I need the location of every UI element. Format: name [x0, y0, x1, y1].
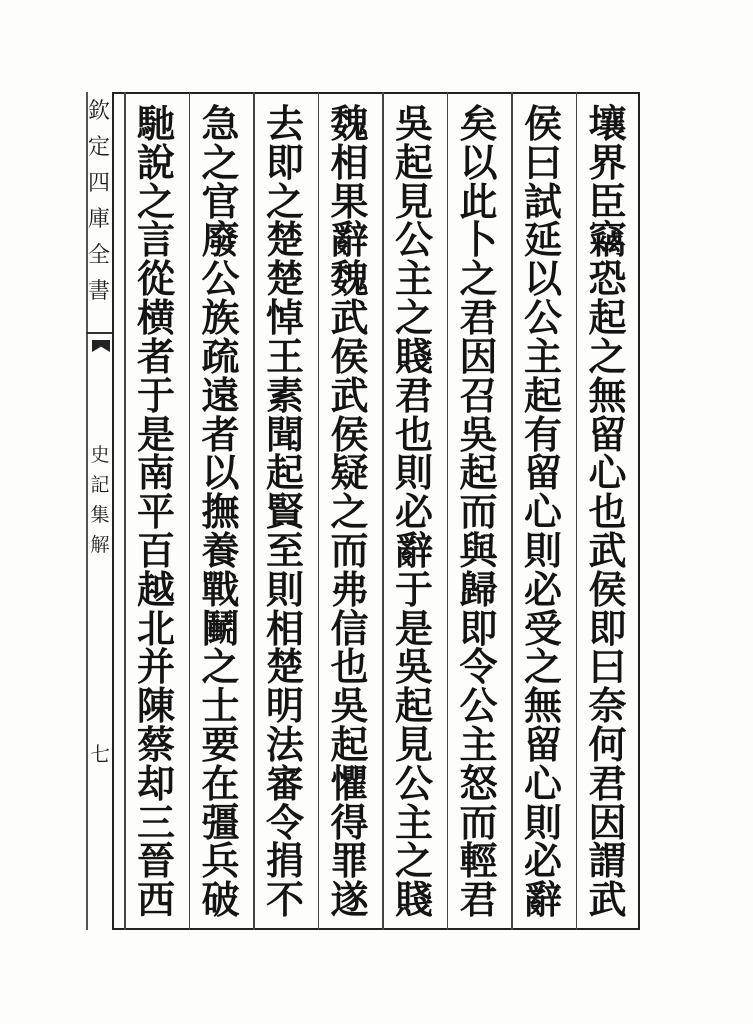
glyph: 君 [394, 373, 433, 418]
glyph: 士 [201, 684, 240, 729]
glyph: 曰 [523, 140, 562, 185]
glyph: 則 [394, 451, 433, 496]
glyph: 不 [265, 878, 304, 923]
glyph: 見 [394, 179, 433, 224]
text-column-8 [128, 102, 184, 923]
glyph: 侯 [588, 567, 627, 612]
margin-title-char: 定 [87, 135, 110, 160]
glyph: 之 [523, 645, 562, 690]
glyph: 却 [136, 761, 175, 806]
column-rule [318, 92, 320, 930]
text-column-3 [451, 102, 507, 923]
glyph: 之 [201, 645, 240, 690]
glyph: 必 [394, 490, 433, 535]
glyph: 武 [588, 878, 627, 923]
glyph: 延 [523, 218, 562, 263]
margin-title-char: 書 [87, 279, 110, 304]
glyph: 受 [523, 606, 562, 651]
glyph: 何 [588, 723, 627, 767]
glyph: 則 [523, 800, 562, 845]
glyph: 之 [588, 334, 627, 379]
glyph: 悼 [265, 296, 304, 341]
glyph: 横 [136, 296, 175, 341]
column-rule [447, 92, 449, 930]
glyph: 是 [394, 606, 433, 651]
margin-book-char: 記 [90, 474, 110, 496]
glyph: 于 [394, 567, 433, 612]
glyph: 要 [201, 723, 240, 767]
glyph: 相 [265, 606, 304, 651]
glyph: 留 [523, 723, 562, 767]
column-rule [124, 92, 126, 930]
glyph: 去 [265, 102, 304, 146]
glyph: 遂 [330, 878, 369, 923]
glyph: 因 [459, 334, 498, 379]
text-column-5 [322, 102, 378, 923]
glyph: 起 [394, 684, 433, 729]
glyph: 矣 [459, 102, 498, 146]
glyph: 西 [136, 878, 175, 923]
glyph: 竊 [588, 218, 627, 263]
glyph: 與 [459, 528, 498, 573]
glyph: 遠 [201, 373, 240, 418]
glyph: 養 [201, 528, 240, 573]
glyph: 是 [136, 412, 175, 457]
glyph: 必 [523, 839, 562, 884]
glyph: 君 [459, 878, 498, 923]
glyph: 無 [588, 373, 627, 418]
glyph: 辭 [394, 528, 433, 573]
glyph: 并 [136, 645, 175, 690]
glyph: 曰 [588, 645, 627, 690]
glyph: 賤 [394, 334, 433, 379]
margin-title-char: 全 [87, 243, 110, 268]
text-column-7 [193, 102, 249, 923]
margin-book-char: 解 [90, 534, 110, 556]
glyph: 留 [588, 412, 627, 457]
glyph: 召 [459, 373, 498, 418]
glyph: 平 [136, 490, 175, 535]
glyph: 卜 [459, 218, 498, 263]
glyph: 以 [459, 140, 498, 185]
glyph: 試 [523, 179, 562, 224]
glyph: 心 [523, 490, 562, 535]
glyph: 起 [394, 140, 433, 185]
glyph: 魏 [330, 102, 369, 146]
text-column-1 [580, 102, 636, 923]
glyph: 則 [523, 528, 562, 573]
glyph: 聞 [265, 412, 304, 457]
glyph: 心 [523, 761, 562, 806]
glyph: 者 [201, 412, 240, 457]
glyph: 壤 [588, 102, 627, 146]
margin-collection-title [86, 100, 112, 316]
glyph: 而 [330, 528, 369, 573]
column-rule [189, 92, 191, 930]
glyph: 以 [201, 451, 240, 496]
glyph: 魏 [330, 257, 369, 302]
glyph: 武 [330, 296, 369, 341]
glyph: 懼 [330, 761, 369, 806]
glyph: 以 [523, 257, 562, 302]
glyph: 公 [394, 218, 433, 263]
glyph: 王 [265, 334, 304, 379]
glyph: 必 [523, 567, 562, 612]
glyph: 公 [201, 257, 240, 302]
glyph: 之 [330, 490, 369, 535]
glyph: 急 [201, 102, 240, 146]
glyph: 吳 [394, 645, 433, 690]
glyph: 百 [136, 528, 175, 573]
glyph: 即 [265, 140, 304, 185]
glyph: 楚 [265, 218, 304, 263]
glyph: 無 [523, 684, 562, 729]
glyph: 信 [330, 606, 369, 651]
glyph: 公 [394, 761, 433, 806]
glyph: 南 [136, 451, 175, 496]
glyph: 楚 [265, 645, 304, 690]
glyph: 疑 [330, 451, 369, 496]
column-rule [253, 92, 255, 930]
glyph: 臣 [588, 179, 627, 224]
glyph: 兵 [201, 839, 240, 884]
margin-book-char: 史 [90, 444, 110, 466]
glyph: 起 [588, 296, 627, 341]
margin-title-char: 欽 [87, 99, 110, 124]
glyph: 見 [394, 723, 433, 767]
glyph: 侯 [330, 412, 369, 457]
glyph: 官 [201, 179, 240, 224]
glyph: 至 [265, 528, 304, 573]
text-column-6 [257, 102, 313, 923]
margin-title-char: 四 [87, 171, 110, 196]
glyph: 而 [459, 490, 498, 535]
glyph: 素 [265, 373, 304, 418]
glyph: 主 [394, 257, 433, 302]
glyph: 明 [265, 684, 304, 729]
glyph: 令 [265, 800, 304, 845]
glyph: 歸 [459, 567, 498, 612]
glyph: 也 [330, 645, 369, 690]
glyph: 之 [265, 179, 304, 224]
glyph: 吳 [394, 102, 433, 146]
glyph: 即 [459, 606, 498, 651]
glyph: 馳 [136, 102, 175, 146]
glyph: 弗 [330, 567, 369, 612]
glyph: 因 [588, 800, 627, 845]
glyph: 即 [588, 606, 627, 651]
glyph: 法 [265, 723, 304, 767]
glyph: 君 [588, 761, 627, 806]
glyph: 陳 [136, 684, 175, 729]
glyph: 越 [136, 567, 175, 612]
glyph: 之 [394, 839, 433, 884]
glyph: 三 [136, 800, 175, 845]
glyph: 說 [136, 140, 175, 185]
text-column-2 [515, 102, 571, 923]
margin-book-title [88, 440, 112, 560]
glyph: 捐 [265, 839, 304, 884]
glyph: 吳 [459, 412, 498, 457]
glyph: 界 [588, 140, 627, 185]
glyph: 之 [394, 296, 433, 341]
glyph: 蔡 [136, 723, 175, 767]
glyph: 謂 [588, 839, 627, 884]
glyph: 侯 [330, 334, 369, 379]
glyph: 果 [330, 179, 369, 224]
glyph: 得 [330, 800, 369, 845]
glyph: 君 [459, 296, 498, 341]
glyph: 主 [394, 800, 433, 845]
glyph: 罪 [330, 839, 369, 884]
glyph: 晉 [136, 839, 175, 884]
glyph: 也 [394, 412, 433, 457]
glyph: 北 [136, 606, 175, 651]
glyph: 族 [201, 296, 240, 341]
glyph: 起 [459, 451, 498, 496]
glyph: 公 [523, 296, 562, 341]
glyph: 起 [330, 723, 369, 767]
margin-divider [86, 332, 112, 334]
glyph: 輕 [459, 839, 498, 884]
glyph: 廢 [201, 218, 240, 263]
text-column-4 [386, 102, 442, 923]
glyph: 之 [459, 257, 498, 302]
page-number: 七 [90, 742, 110, 766]
glyph: 吳 [330, 684, 369, 729]
glyph: 怒 [459, 761, 498, 806]
column-rule [576, 92, 578, 930]
glyph: 而 [459, 800, 498, 845]
glyph: 破 [201, 878, 240, 923]
glyph: 武 [588, 528, 627, 573]
glyph: 楚 [265, 257, 304, 302]
glyph: 辭 [523, 878, 562, 923]
glyph: 心 [588, 451, 627, 496]
glyph: 也 [588, 490, 627, 535]
glyph: 疏 [201, 334, 240, 379]
glyph: 則 [265, 567, 304, 612]
glyph: 賤 [394, 878, 433, 923]
glyph: 奈 [588, 684, 627, 729]
glyph: 相 [330, 140, 369, 185]
glyph: 辭 [330, 218, 369, 263]
glyph: 戰 [201, 567, 240, 612]
glyph: 從 [136, 257, 175, 302]
glyph: 此 [459, 179, 498, 224]
glyph: 言 [136, 218, 175, 263]
glyph: 有 [523, 412, 562, 457]
glyph: 起 [265, 451, 304, 496]
glyph: 賢 [265, 490, 304, 535]
glyph: 之 [201, 140, 240, 185]
glyph: 恐 [588, 257, 627, 302]
glyph: 武 [330, 373, 369, 418]
column-rule [382, 92, 384, 930]
glyph: 者 [136, 334, 175, 379]
glyph: 留 [523, 451, 562, 496]
glyph: 鬭 [201, 606, 240, 651]
glyph: 令 [459, 645, 498, 690]
glyph: 公 [459, 684, 498, 729]
glyph: 撫 [201, 490, 240, 535]
column-rule [511, 92, 513, 930]
glyph: 在 [201, 761, 240, 806]
glyph: 彊 [201, 800, 240, 845]
glyph: 起 [523, 373, 562, 418]
glyph: 侯 [523, 102, 562, 146]
glyph: 之 [136, 179, 175, 224]
margin-title-char: 庫 [87, 207, 110, 232]
glyph: 審 [265, 761, 304, 806]
margin-book-char: 集 [90, 504, 110, 526]
glyph: 主 [523, 334, 562, 379]
glyph: 于 [136, 373, 175, 418]
glyph: 主 [459, 723, 498, 767]
